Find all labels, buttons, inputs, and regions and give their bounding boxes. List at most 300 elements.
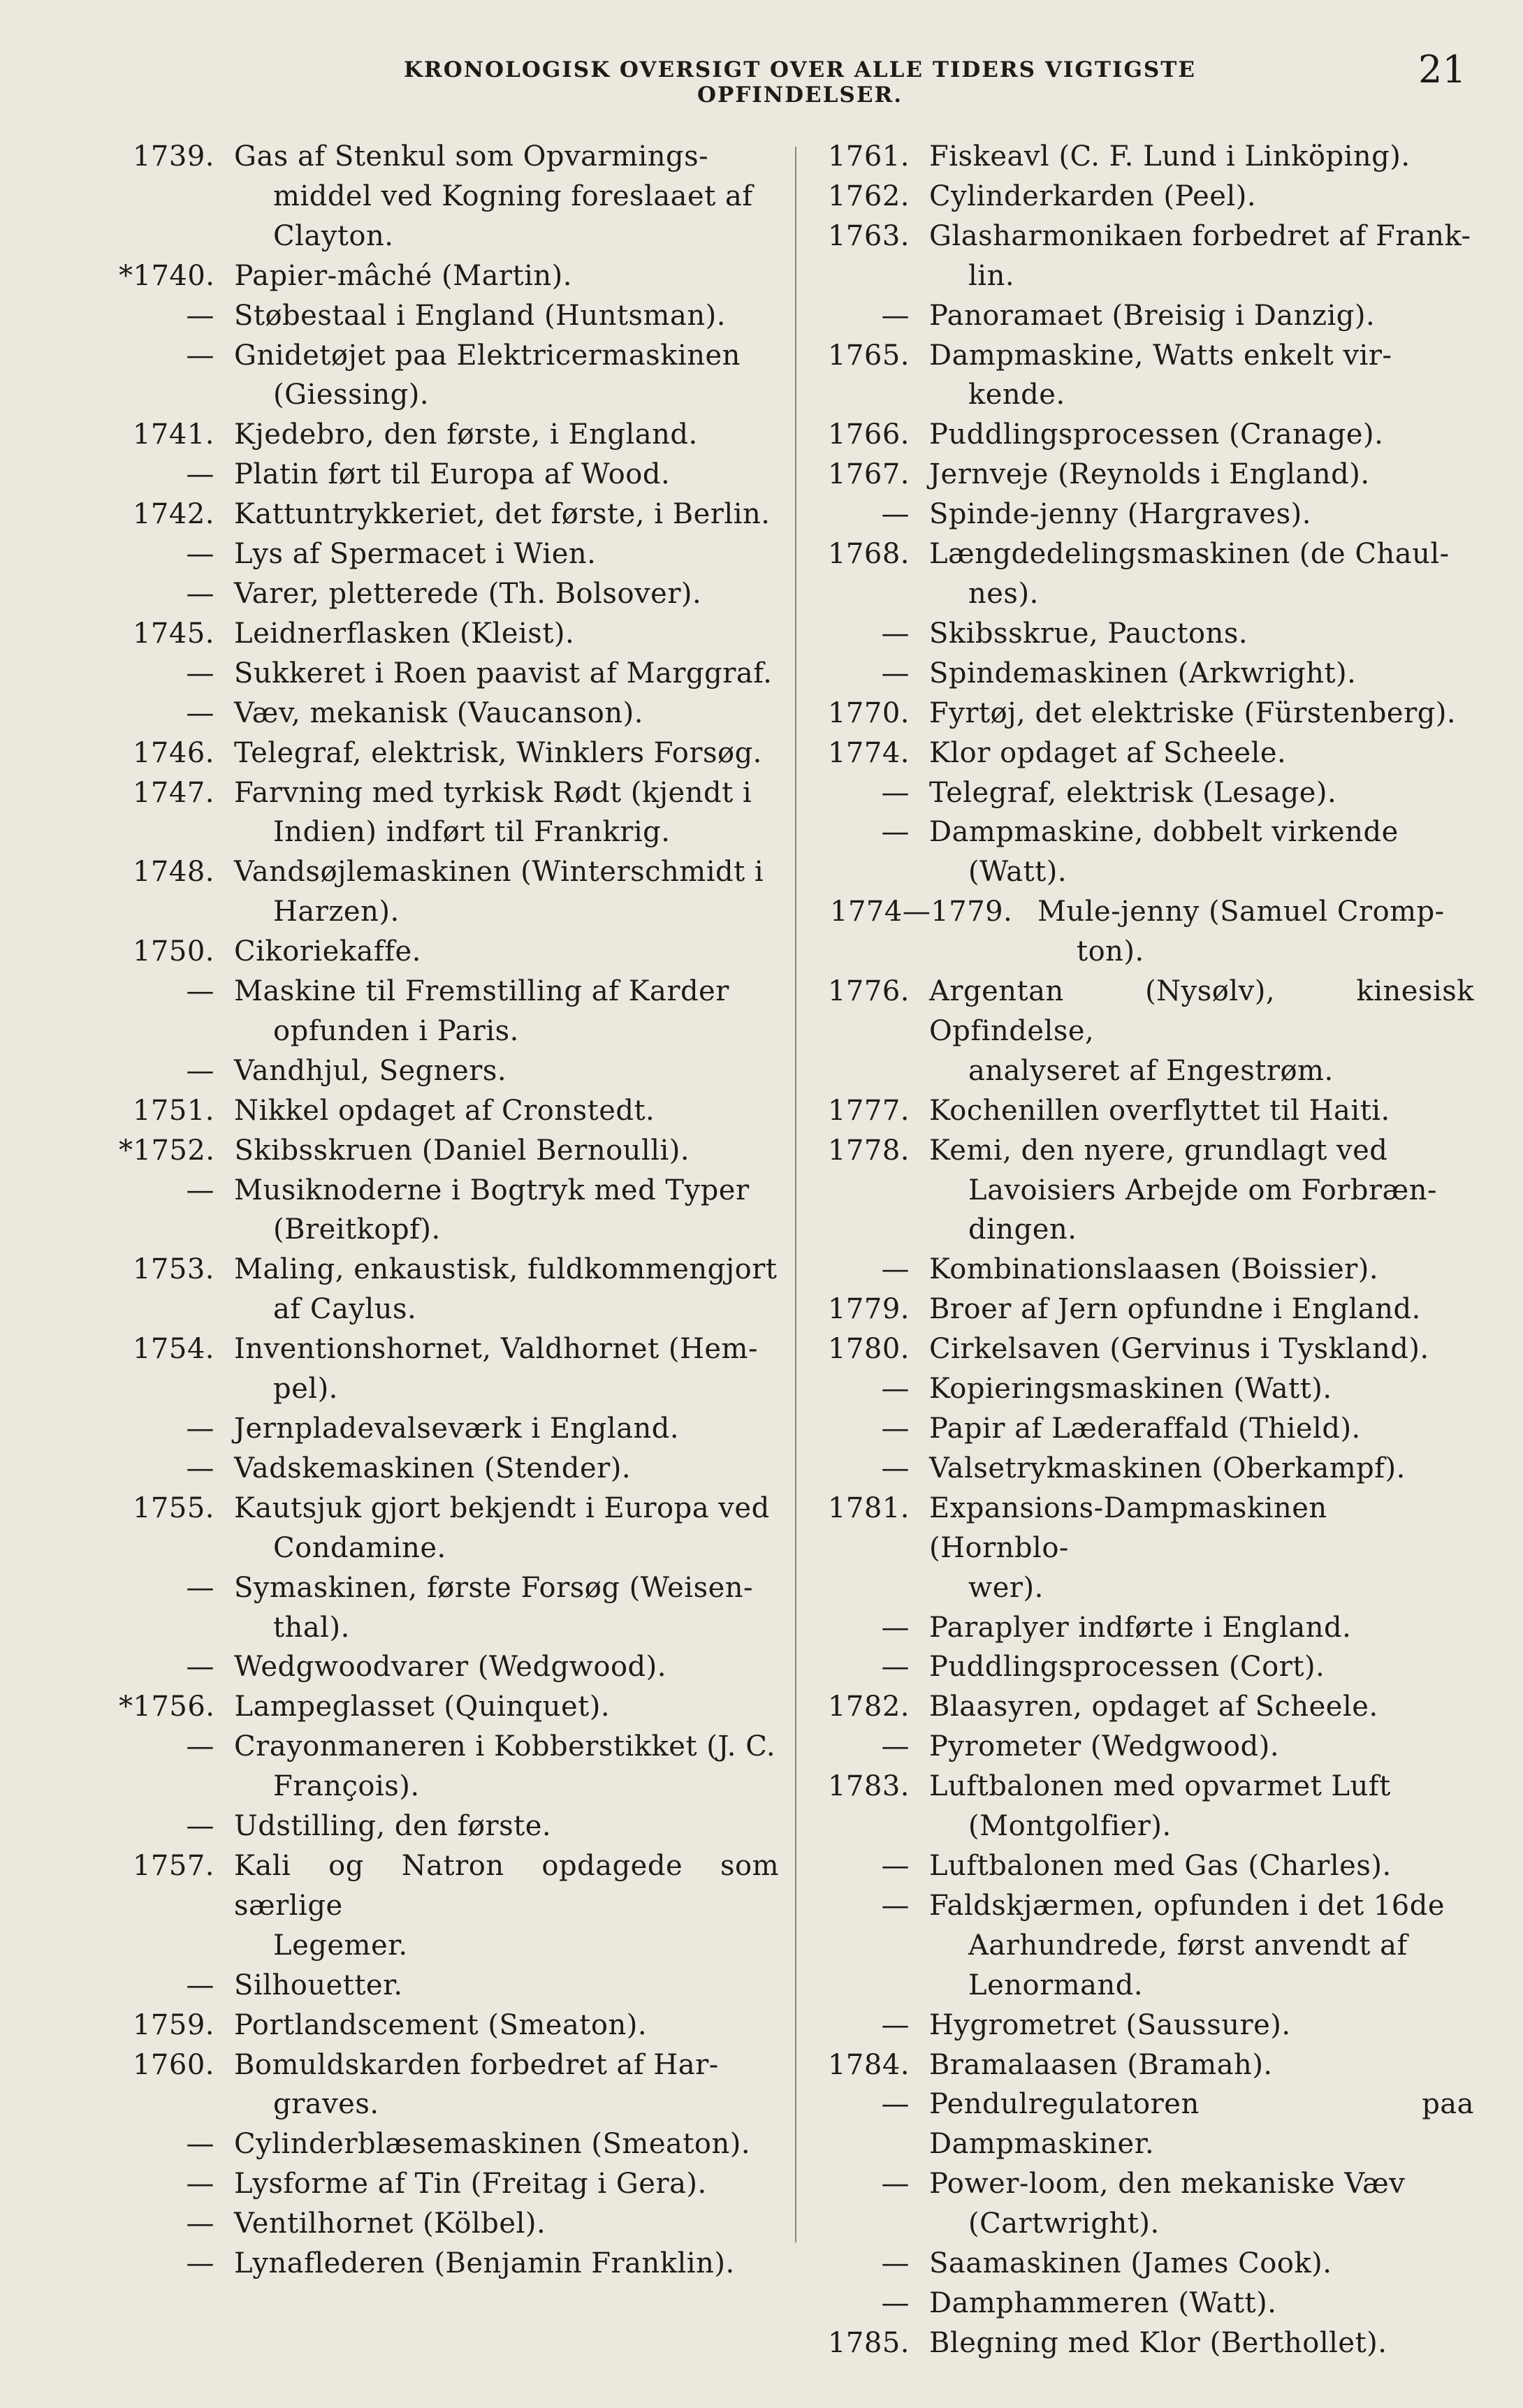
entry-text xyxy=(929,1767,1474,1846)
entry-line: analyseret af Engestrøm. xyxy=(968,1054,1334,1087)
entry-text xyxy=(929,2284,1474,2323)
entry-line: Udstilling, den første. xyxy=(234,1810,552,1843)
entry-text xyxy=(234,734,779,773)
entry-line: Symaskinen, første Forsøg (Weisen- xyxy=(234,1571,754,1604)
entry-line: Wedgwoodvarer (Wedgwood). xyxy=(234,1651,666,1684)
chronology-entry xyxy=(824,2045,1474,2085)
entry-line: Cikoriekaffe. xyxy=(234,935,421,968)
chronology-entry xyxy=(119,415,779,455)
entry-line: Condamine. xyxy=(273,1531,446,1564)
entry-year: 1751. xyxy=(132,1094,214,1127)
entry-line: Expansions-Dampmaskinen (Hornblo- xyxy=(929,1491,1327,1564)
chronology-entry xyxy=(119,1727,779,1807)
entry-text xyxy=(929,296,1474,336)
chronology-entry xyxy=(824,2284,1474,2323)
entry-line: Aarhundrede, først anvendt af xyxy=(968,1929,1408,1962)
chronology-entry xyxy=(824,1687,1474,1727)
entry-text xyxy=(929,2085,1474,2164)
chronology-entry xyxy=(824,734,1474,773)
entry-text xyxy=(929,2323,1474,2363)
chronology-entry xyxy=(119,1171,779,1250)
entry-year: — xyxy=(186,1054,214,1087)
chronology-entry xyxy=(119,773,779,853)
entry-line: Fyrtøj, det elektriske (Fürstenberg). xyxy=(929,696,1457,729)
entry-year: — xyxy=(186,339,214,372)
entry-line: Klor opdaget af Scheele. xyxy=(929,736,1287,769)
entry-year: 1783. xyxy=(827,1770,910,1803)
entry-line: (Giessing). xyxy=(273,379,430,411)
chronology-entry xyxy=(119,296,779,336)
entry-year: — xyxy=(186,1730,214,1763)
entry-text xyxy=(234,773,779,853)
chronology-entry xyxy=(119,2244,779,2284)
entry-line: Kautsjuk gjort bekjendt i Europa ved xyxy=(234,1491,770,1524)
chronology-entry xyxy=(824,2323,1474,2363)
entry-line: Telegraf, elektrisk (Lesage). xyxy=(929,776,1337,809)
entry-text xyxy=(234,137,779,256)
entry-year: — xyxy=(881,1452,910,1484)
entry-text xyxy=(929,734,1474,773)
entry-line: Lavoisiers Arbejde om Forbræn- xyxy=(968,1174,1438,1206)
entry-year: — xyxy=(881,299,910,332)
entry-line: Pendulregulatoren paa Dampmaskiner. xyxy=(929,2088,1474,2161)
chronology-entry xyxy=(824,1329,1474,1369)
entry-year: 1745. xyxy=(132,617,214,650)
entry-line: (Montgolfier). xyxy=(968,1810,1172,1843)
entry-year: — xyxy=(881,2008,910,2041)
entry-line: Portlandscement (Smeaton). xyxy=(234,2008,648,2041)
chronology-entry xyxy=(824,495,1474,534)
entry-text xyxy=(929,1329,1474,1369)
entry-text xyxy=(234,2204,779,2244)
entry-line: Puddlingsprocessen (Cranage). xyxy=(929,418,1384,451)
entry-text xyxy=(234,852,779,932)
entry-text xyxy=(929,534,1474,614)
chronology-entry xyxy=(824,534,1474,614)
entry-text xyxy=(929,1687,1474,1727)
chronology-entry xyxy=(119,1051,779,1091)
entry-year: 1742. xyxy=(132,498,214,531)
entry-line: Gas af Stenkul som Opvarmings- xyxy=(234,140,709,173)
entry-line: Ventilhornet (Kölbel). xyxy=(234,2208,546,2240)
entry-line: Farvning med tyrkisk Rødt (kjendt i xyxy=(234,776,752,809)
entry-year: — xyxy=(881,776,910,809)
entry-line: Musiknoderne i Bogtryk med Typer xyxy=(234,1174,750,1206)
entry-line: kende. xyxy=(968,379,1065,411)
entry-line: Kemi, den nyere, grundlagt ved xyxy=(929,1134,1388,1167)
entry-year: — xyxy=(881,1849,910,1882)
entry-year: — xyxy=(186,299,214,332)
entry-line: Paraplyer indførte i England. xyxy=(929,1611,1352,1644)
entry-text xyxy=(929,2045,1474,2085)
entry-text xyxy=(929,1727,1474,1767)
entry-text xyxy=(234,1171,779,1250)
entry-line: Længdedelingsmaskinen (de Chaul- xyxy=(929,538,1450,571)
chronology-entry xyxy=(824,773,1474,813)
chronology-entry xyxy=(119,1329,779,1409)
entry-line: Lysforme af Tin (Freitag i Gera). xyxy=(234,2168,707,2201)
entry-line: (Breitkopf). xyxy=(273,1213,441,1246)
chronology-entry xyxy=(119,972,779,1051)
entry-line: Maskine til Fremstilling af Karder xyxy=(234,975,729,1008)
entry-year: 1770. xyxy=(827,696,910,729)
entry-text xyxy=(929,1449,1474,1489)
entry-year: — xyxy=(186,1413,214,1445)
entry-line: Vadskemaskinen (Stender). xyxy=(234,1452,632,1484)
chronology-entry xyxy=(824,336,1474,416)
chronology-entry xyxy=(824,1250,1474,1290)
entry-line: lin. xyxy=(968,259,1015,292)
entry-year: — xyxy=(186,458,214,491)
entry-year: 1780. xyxy=(827,1333,910,1366)
entry-line: nes). xyxy=(968,577,1039,610)
chronology-entry xyxy=(119,336,779,416)
entry-line: Indien) indført til Frankrig. xyxy=(273,816,671,849)
entry-line: Leidnerflasken (Kleist). xyxy=(234,617,575,650)
entry-line: Kochenillen overflyttet til Haiti. xyxy=(929,1094,1390,1127)
entry-text xyxy=(234,336,779,416)
chronology-entry xyxy=(119,1687,779,1727)
entry-year: 1766. xyxy=(827,418,910,451)
entry-year: — xyxy=(881,1730,910,1763)
entry-year: — xyxy=(881,498,910,531)
entry-line: Væv, mekanisk (Vaucanson). xyxy=(234,696,643,729)
entry-text xyxy=(234,1966,779,2006)
chronology-entry xyxy=(824,217,1474,296)
entry-line: Cirkelsaven (Gervinus i Tyskland). xyxy=(929,1333,1429,1366)
entry-year: — xyxy=(881,1413,910,1445)
entry-text xyxy=(234,932,779,972)
entry-line: middel ved Kogning foreslaaet af xyxy=(273,180,753,212)
entry-year: — xyxy=(186,696,214,729)
chronology-entry xyxy=(824,614,1474,654)
entry-text xyxy=(235,1687,779,1727)
entry-year: 1785. xyxy=(827,2326,910,2359)
entry-line: Cylinderblæsemaskinen (Smeaton). xyxy=(234,2128,751,2161)
chronology-entry xyxy=(824,2244,1474,2284)
entry-line: Damphammeren (Watt). xyxy=(929,2286,1277,2319)
entry-line: dingen. xyxy=(968,1213,1077,1246)
entry-line: Varer, pletterede (Th. Bolsover). xyxy=(234,577,702,610)
entry-line: Platin ført til Europa af Wood. xyxy=(234,458,671,491)
entry-year: 1762. xyxy=(827,180,910,212)
entry-line: Valsetrykmaskinen (Oberkampf). xyxy=(929,1452,1406,1484)
entry-year: — xyxy=(186,1651,214,1684)
entry-text xyxy=(929,2164,1474,2244)
entry-year: *1756. xyxy=(119,1691,215,1723)
chronology-entry xyxy=(119,694,779,734)
entry-text xyxy=(234,614,779,654)
entry-year: 1747. xyxy=(132,776,214,809)
entry-text xyxy=(234,1051,779,1091)
entry-year: 1757. xyxy=(132,1849,214,1882)
chronology-entry xyxy=(119,534,779,574)
entry-year: — xyxy=(881,1611,910,1644)
entry-year: 1755. xyxy=(132,1491,214,1524)
entry-year: 1765. xyxy=(827,339,910,372)
chronology-entry xyxy=(824,812,1474,892)
entry-year: 1781. xyxy=(827,1491,910,1524)
entry-year: 1741. xyxy=(132,418,214,451)
entry-line: Kattuntrykkeriet, det første, i Berlin. xyxy=(234,498,771,531)
entry-line: Gnidetøjet paa Elektricermaskinen xyxy=(234,339,741,372)
chronology-entry xyxy=(824,1131,1474,1250)
entry-text xyxy=(929,137,1474,177)
entry-year: — xyxy=(186,577,214,610)
entry-year: — xyxy=(881,1373,910,1406)
entry-year: 1776. xyxy=(827,975,910,1008)
entry-text xyxy=(234,654,779,694)
entry-line: wer). xyxy=(968,1571,1044,1604)
entry-text xyxy=(234,534,779,574)
chronology-entry xyxy=(824,1449,1474,1489)
entry-line: Luftbalonen med Gas (Charles). xyxy=(929,1849,1392,1882)
entry-text xyxy=(234,2124,779,2164)
chronology-entry xyxy=(119,1409,779,1449)
entry-year: — xyxy=(881,2247,910,2280)
entry-year: — xyxy=(881,816,910,849)
entry-text xyxy=(234,455,779,495)
chronology-entry xyxy=(119,1846,779,1966)
chronology-entry xyxy=(119,1449,779,1489)
entry-line: (Cartwright). xyxy=(968,2208,1160,2240)
entry-year: 1777. xyxy=(827,1094,910,1127)
entry-year: 1746. xyxy=(132,736,214,769)
entry-year: — xyxy=(186,2168,214,2201)
entry-line: Telegraf, elektrisk, Winklers Forsøg. xyxy=(234,736,762,769)
chronology-entry xyxy=(824,2006,1474,2045)
entry-line: Vandhjul, Segners. xyxy=(234,1054,507,1087)
chronology-entry xyxy=(824,892,1474,972)
entry-line: Faldskjærmen, opfunden i det 16de xyxy=(929,1889,1445,1922)
entry-line: Spinde-jenny (Hargraves). xyxy=(929,498,1311,531)
entry-text xyxy=(234,2244,779,2284)
entry-year: — xyxy=(186,1174,214,1206)
entry-line: François). xyxy=(273,1770,420,1803)
entry-text xyxy=(234,1329,779,1409)
chronology-entry xyxy=(119,2006,779,2045)
entry-year: — xyxy=(881,2088,910,2121)
entry-text xyxy=(234,574,779,614)
entry-text xyxy=(234,1846,779,1966)
entry-line: Jernpladevalseværk i England. xyxy=(234,1413,680,1445)
entry-text xyxy=(929,495,1474,534)
chronology-entry xyxy=(824,694,1474,734)
entry-text xyxy=(234,1409,779,1449)
entry-line: Blegning med Klor (Berthollet). xyxy=(929,2326,1387,2359)
entry-line: Legemer. xyxy=(273,1929,408,1962)
chronology-entry xyxy=(824,137,1474,177)
entry-year: — xyxy=(186,538,214,571)
entry-year: 1761. xyxy=(827,140,910,173)
entry-text xyxy=(929,1250,1474,1290)
entry-year: — xyxy=(881,1651,910,1684)
entry-line: Kali og Natron opdagede som særlige xyxy=(234,1849,779,1922)
entry-line: Spindemaskinen (Arkwright). xyxy=(929,657,1357,689)
entry-line: Lys af Spermacet i Wien. xyxy=(234,538,597,571)
chronology-entry xyxy=(119,734,779,773)
entry-line: Hygrometret (Saussure). xyxy=(929,2008,1291,2041)
chronology-entry xyxy=(824,455,1474,495)
chronology-entry xyxy=(119,1647,779,1687)
chronology-entry xyxy=(824,2085,1474,2164)
entry-line: Skibsskruen (Daniel Bernoulli). xyxy=(234,1134,690,1167)
chronology-entry xyxy=(824,1647,1474,1687)
entry-text xyxy=(929,455,1474,495)
chronology-entry xyxy=(119,1250,779,1329)
chronology-entry xyxy=(119,852,779,932)
entry-text xyxy=(929,773,1474,813)
entry-year: 1750. xyxy=(132,935,214,968)
entry-line: Papir af Læderaffald (Thield). xyxy=(929,1413,1361,1445)
column-divider xyxy=(795,147,796,2242)
chronology-entry xyxy=(824,296,1474,336)
entry-text xyxy=(929,1489,1474,1608)
entry-text xyxy=(234,495,779,534)
entry-text xyxy=(235,1131,779,1171)
entry-year: 1782. xyxy=(827,1691,910,1723)
chronology-entry xyxy=(824,972,1474,1091)
entry-line: Jernveje (Reynolds i England). xyxy=(929,458,1370,491)
entry-text xyxy=(929,812,1474,892)
entry-line: Lenormand. xyxy=(968,1969,1144,2001)
entry-year: — xyxy=(186,1969,214,2001)
entry-line: Maling, enkaustisk, fuldkommengjort xyxy=(234,1253,778,1286)
entry-text xyxy=(234,1647,779,1687)
chronology-entry xyxy=(119,2164,779,2204)
chronology-entry xyxy=(119,256,779,296)
chronology-entry xyxy=(119,1489,779,1568)
entry-year: — xyxy=(881,1889,910,1922)
entry-year: — xyxy=(186,1452,214,1484)
entry-text xyxy=(929,1886,1474,2006)
entry-text xyxy=(234,1807,779,1846)
entry-text xyxy=(234,296,779,336)
entry-line: Cylinderkarden (Peel). xyxy=(929,180,1257,212)
entry-text xyxy=(929,1369,1474,1409)
chronology-entry xyxy=(824,1846,1474,1886)
entry-text xyxy=(929,654,1474,694)
chronology-entry xyxy=(119,2204,779,2244)
entry-line: Kopieringsmaskinen (Watt). xyxy=(929,1373,1332,1406)
entry-text xyxy=(234,2045,779,2125)
entry-line: thal). xyxy=(273,1611,350,1644)
entry-year: 1754. xyxy=(132,1333,214,1366)
entry-year: 1768. xyxy=(827,538,910,571)
entry-line: Fiskeavl (C. F. Lund i Linköping). xyxy=(929,140,1411,173)
entry-text xyxy=(929,1846,1474,1886)
chronology-entry xyxy=(824,1290,1474,1329)
chronology-entry xyxy=(824,1091,1474,1131)
entry-text xyxy=(929,2244,1474,2284)
entry-line: Glasharmonikaen forbedret af Frank- xyxy=(929,219,1471,252)
chronology-entry xyxy=(824,2164,1474,2244)
entry-line: (Watt). xyxy=(968,856,1067,889)
entry-text xyxy=(234,1489,779,1568)
entry-line: af Caylus. xyxy=(273,1293,417,1326)
entry-line: Mule-jenny (Samuel Cromp- xyxy=(1037,896,1445,928)
entry-year: — xyxy=(186,2208,214,2240)
entry-text xyxy=(234,1568,779,1648)
entry-line: Broer af Jern opfundne i England. xyxy=(929,1293,1421,1326)
entry-line: Pyrometer (Wedgwood). xyxy=(929,1730,1280,1763)
chronology-entry xyxy=(119,495,779,534)
entry-line: Dampmaskine, Watts enkelt vir- xyxy=(929,339,1392,372)
entry-line: opfunden i Paris. xyxy=(273,1014,519,1047)
chronology-entry xyxy=(119,932,779,972)
entry-year: — xyxy=(186,1810,214,1843)
entry-line: ton). xyxy=(1077,935,1144,968)
chronology-entry xyxy=(824,654,1474,694)
running-title: KRONOLOGISK OVERSIGT OVER ALLE TIDERS VIGTIGSTE OPFINDELSER. xyxy=(403,57,1196,108)
entry-line: Kjedebro, den første, i England. xyxy=(234,418,698,451)
entry-year: — xyxy=(186,2247,214,2280)
chronology-entry xyxy=(119,1091,779,1131)
entry-year: — xyxy=(186,2128,214,2161)
chronology-entry xyxy=(119,1966,779,2006)
entry-line: Skibsskrue, Pauctons. xyxy=(929,617,1248,650)
entry-text xyxy=(929,1608,1474,1648)
chronology-entry xyxy=(119,2045,779,2125)
entry-text xyxy=(234,2006,779,2045)
entry-text xyxy=(929,336,1474,416)
entry-line: Bomuldskarden forbedret af Har- xyxy=(234,2048,719,2081)
entry-line: Vandsøjlemaskinen (Winterschmidt i xyxy=(234,856,764,889)
chronology-entry xyxy=(824,415,1474,455)
entry-line: Sukkeret i Roen paavist af Marggraf. xyxy=(234,657,773,689)
entry-line: Støbestaal i England (Huntsman). xyxy=(234,299,726,332)
entry-line: Lynaflederen (Benjamin Franklin). xyxy=(234,2247,735,2280)
entry-line: Crayonmaneren i Kobberstikket (J. C. xyxy=(234,1730,776,1763)
chronology-entry xyxy=(119,614,779,654)
entry-text xyxy=(234,1449,779,1489)
entry-line: Saamaskinen (James Cook). xyxy=(929,2247,1332,2280)
entry-line: Blaasyren, opdaget af Scheele. xyxy=(929,1691,1378,1723)
chronology-entry xyxy=(119,1807,779,1846)
entry-text xyxy=(929,1409,1474,1449)
entry-line: Silhouetter. xyxy=(234,1969,403,2001)
entry-year: — xyxy=(186,1571,214,1604)
entry-year: — xyxy=(186,975,214,1008)
entry-year: *1740. xyxy=(119,259,215,292)
chronology-entry xyxy=(824,1886,1474,2006)
entry-year: 1774—1779. xyxy=(830,896,1013,928)
entry-line: Kombinationslaasen (Boissier). xyxy=(929,1253,1379,1286)
entry-year: 1767. xyxy=(827,458,910,491)
right-column xyxy=(824,137,1474,2363)
chronology-entry xyxy=(824,1489,1474,1608)
page-number: 21 xyxy=(1418,48,1466,92)
entry-text xyxy=(234,694,779,734)
entry-year: 1778. xyxy=(827,1134,910,1167)
entry-text xyxy=(929,1091,1474,1131)
entry-year: 1779. xyxy=(827,1293,910,1326)
entry-text xyxy=(929,177,1474,217)
chronology-entry xyxy=(119,2124,779,2164)
entry-text xyxy=(234,415,779,455)
entry-text xyxy=(929,1290,1474,1329)
entry-text xyxy=(929,694,1474,734)
entry-line: Power-loom, den mekaniske Væv xyxy=(929,2168,1406,2201)
chronology-entry xyxy=(119,654,779,694)
entry-year: 1739. xyxy=(132,140,214,173)
entry-line: Panoramaet (Breisig i Danzig). xyxy=(929,299,1376,332)
entry-line: Inventionshornet, Valdhornet (Hem- xyxy=(234,1333,758,1366)
entry-year: 1774. xyxy=(827,736,910,769)
entry-year: — xyxy=(881,657,910,689)
entry-text xyxy=(234,1091,779,1131)
entry-year: — xyxy=(881,2286,910,2319)
